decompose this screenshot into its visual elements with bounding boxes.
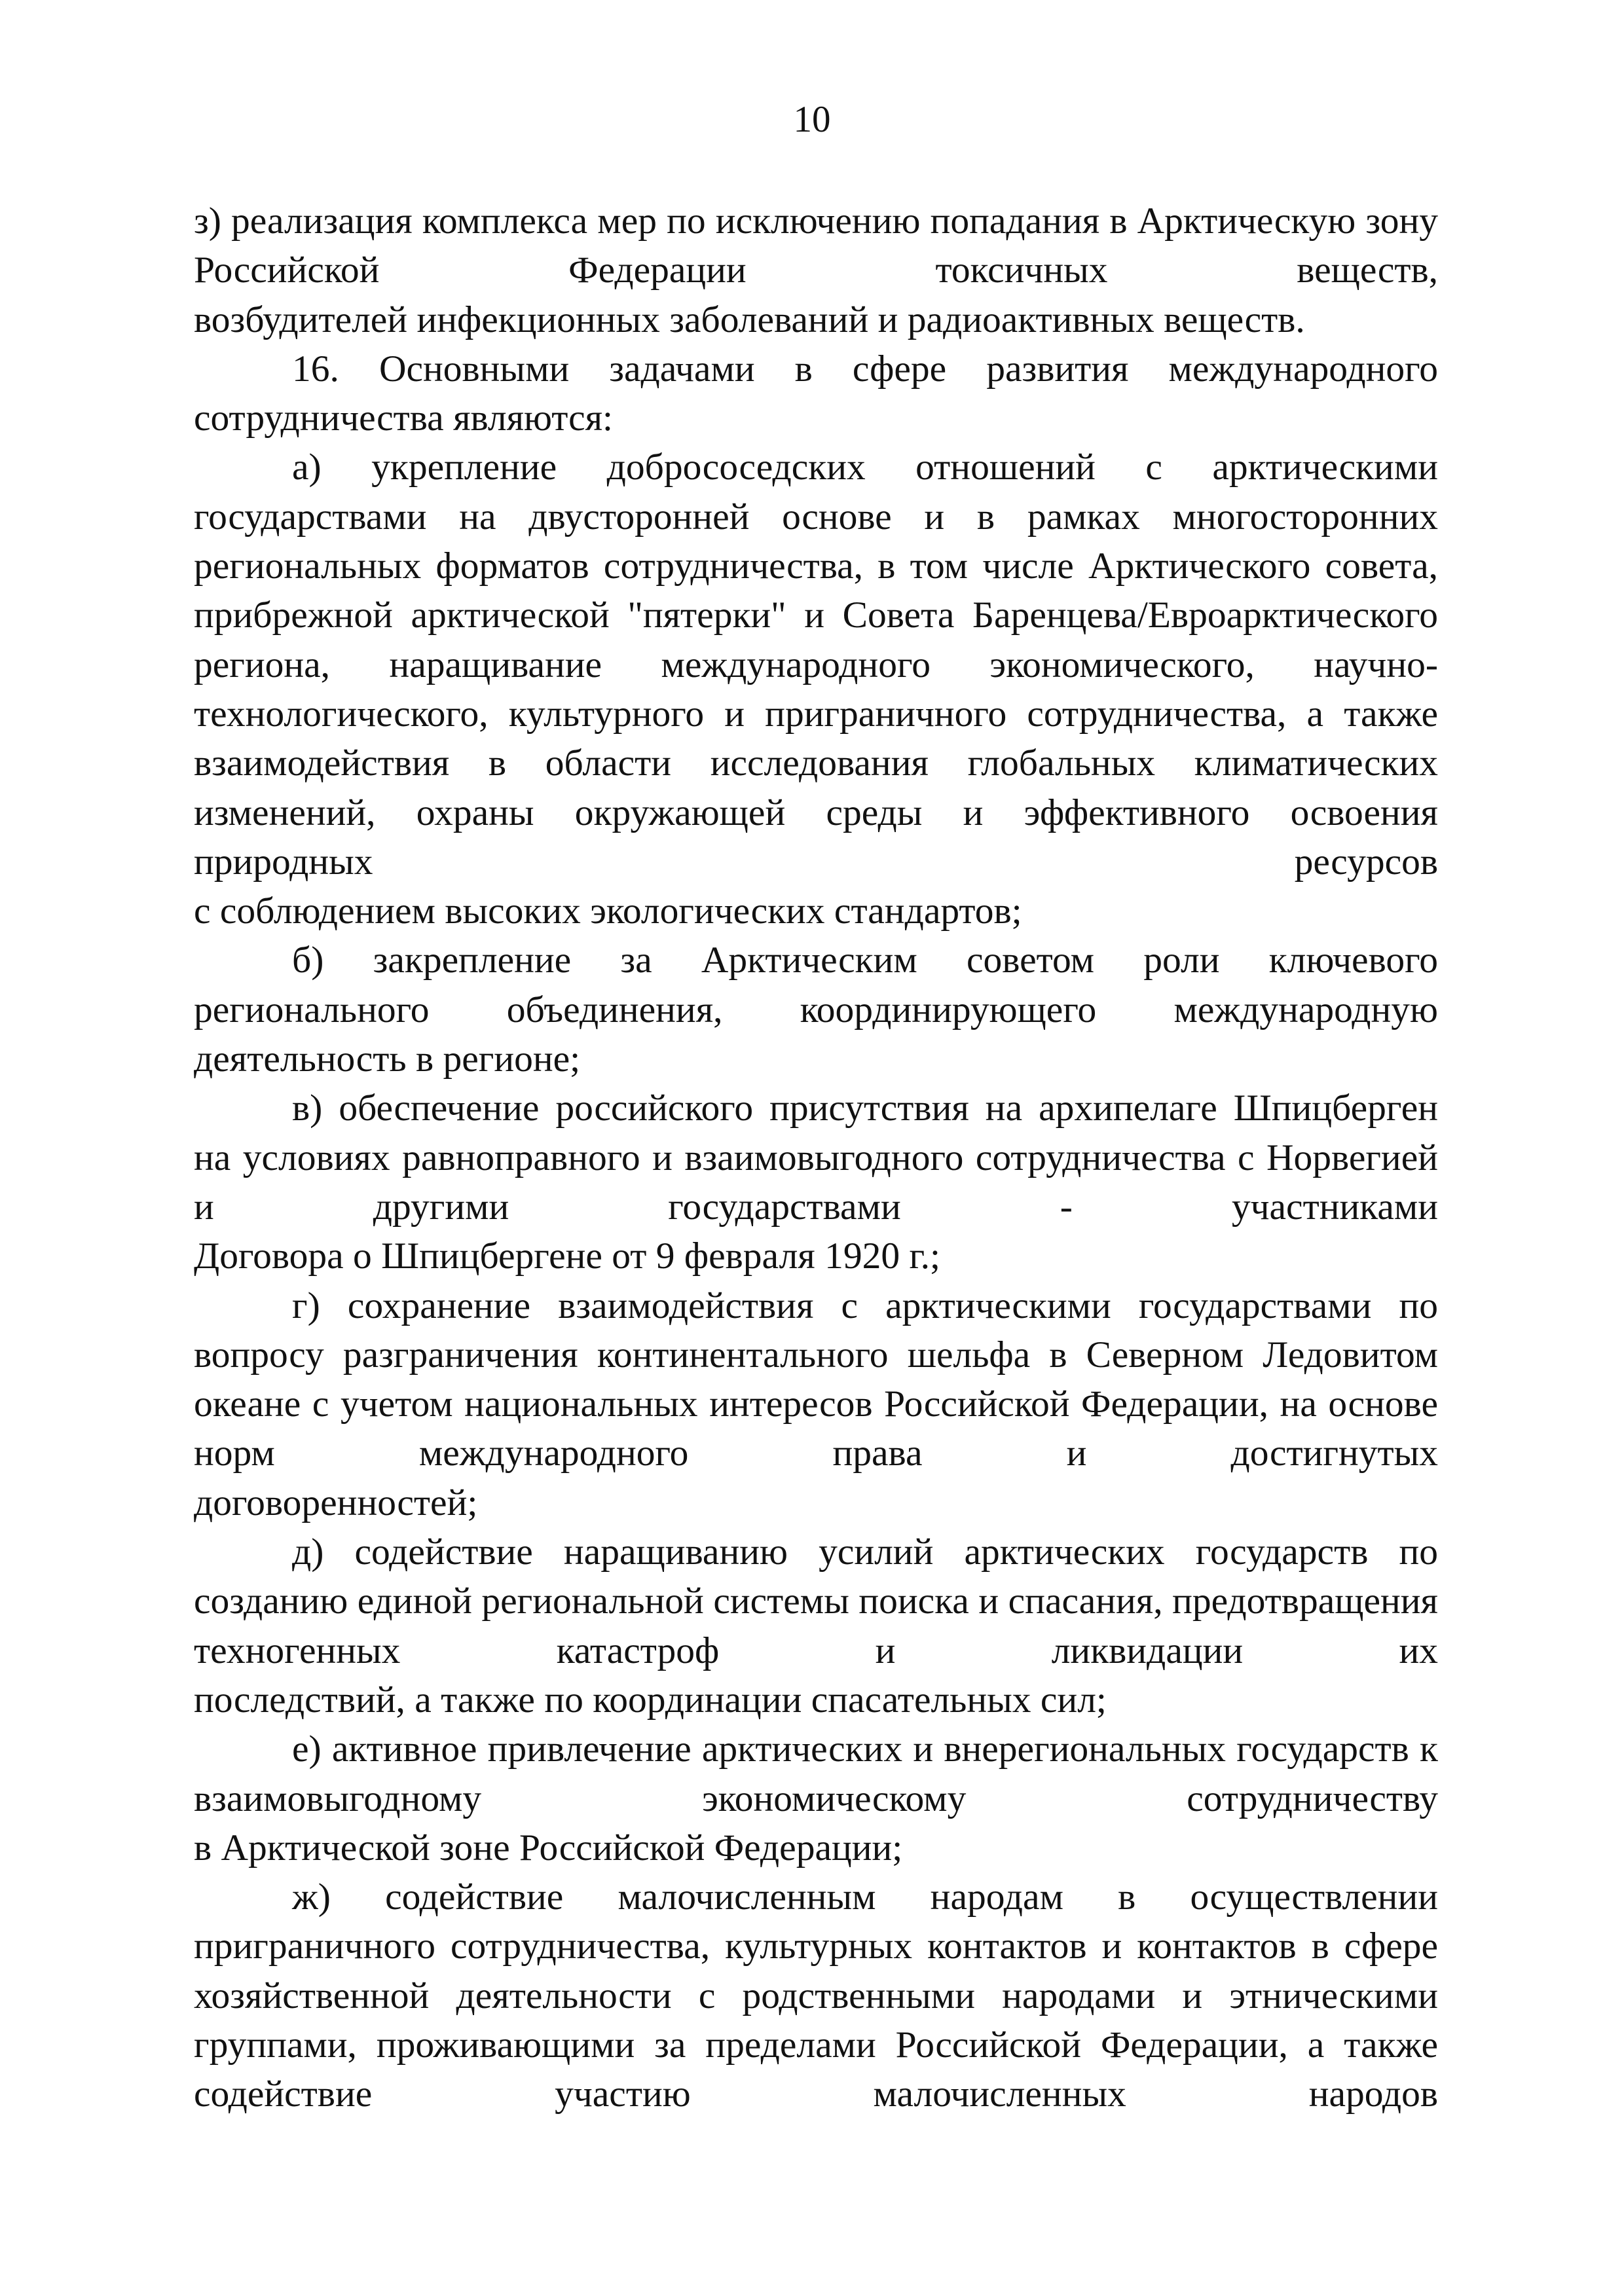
paragraph-g	[194, 1281, 1438, 1527]
paragraph-16-text: 16. Основными задачами в сфере развития международного	[292, 348, 1438, 390]
paragraph-16	[194, 344, 1438, 443]
paragraph-zh	[194, 1872, 1438, 2119]
paragraph-e	[194, 1724, 1438, 1872]
paragraph-b-text: б) закрепление за Арктическим советом роли ключевого регионального объединения, координирующего международную	[194, 939, 1438, 1030]
paragraph-v	[194, 1084, 1438, 1281]
paragraph-v-last-line: Договора о Шпицбергене от 9 февраля 1920 г.;	[194, 1235, 940, 1277]
paragraph-a-last-line: с соблюдением высоких экологических стандартов;	[194, 890, 1022, 932]
document-body	[194, 196, 1438, 2119]
paragraph-z-text: з) реализация комплекса мер по исключению попадания в Арктическую зону Российской Федерации токсичных веществ,	[194, 200, 1438, 291]
paragraph-z	[194, 196, 1438, 344]
paragraph-16-last-line: сотрудничества являются:	[194, 397, 614, 439]
paragraph-g-text: г) сохранение взаимодействия с арктическими государствами по вопросу разграничения континентального шельфа в Северном Ледовитом океане с учетом национальных интересов Российской Федерации, на основе норм международного права и достигнутых	[194, 1285, 1438, 1474]
paragraph-a	[194, 443, 1438, 936]
paragraph-d	[194, 1527, 1438, 1724]
paragraph-g-last-line: договоренностей;	[194, 1482, 478, 1523]
paragraph-d-text: д) содействие наращиванию усилий арктических государств по созданию единой региональной системы поиска и спасания, предотвращения техногенных катастроф и ликвидации их	[194, 1531, 1438, 1671]
paragraph-e-text: е) активное привлечение арктических и внерегиональных государств к взаимовыгодному экономическому сотрудничеству	[194, 1728, 1438, 1819]
paragraph-b-last-line: деятельность в регионе;	[194, 1038, 581, 1080]
paragraph-zh-text: ж) содействие малочисленным народам в осуществлении приграничного сотрудничества, культурных контактов и контактов в сфере хозяйственной деятельности с родственными народами и этническими группами, проживающими за пределами Российской Федерации, а также содействие участию малочисленных народов	[194, 1876, 1438, 2115]
paragraph-v-text: в) обеспечение российского присутствия на архипелаге Шпицберген на условиях равноправного и взаимовыгодного сотрудничества с Норвегией и другими государствами - участниками	[194, 1087, 1438, 1228]
page-number: 10	[793, 99, 831, 140]
paragraph-b	[194, 936, 1438, 1084]
paragraph-z-last-line: возбудителей инфекционных заболеваний и радиоактивных веществ.	[194, 299, 1305, 340]
paragraph-a-text: а) укрепление добрососедских отношений с арктическими государствами на двусторонней основе и в рамках многосторонних региональных форматов сотрудничества, в том числе Арктического совета, прибрежной арктической "пятерки" и Совета Баренцева/Евроарктического региона, наращивание международного экономического, научно-технологического, культурного и приграничного сотрудничества, а также взаимодействия в области исследования глобальных климатических изменений, охраны окружающей среды и эффективного освоения природных ресурсов	[194, 446, 1438, 883]
paragraph-e-last-line: в Арктической зоне Российской Федерации;	[194, 1827, 903, 1868]
paragraph-d-last-line: последствий, а также по координации спасательных сил;	[194, 1679, 1107, 1721]
